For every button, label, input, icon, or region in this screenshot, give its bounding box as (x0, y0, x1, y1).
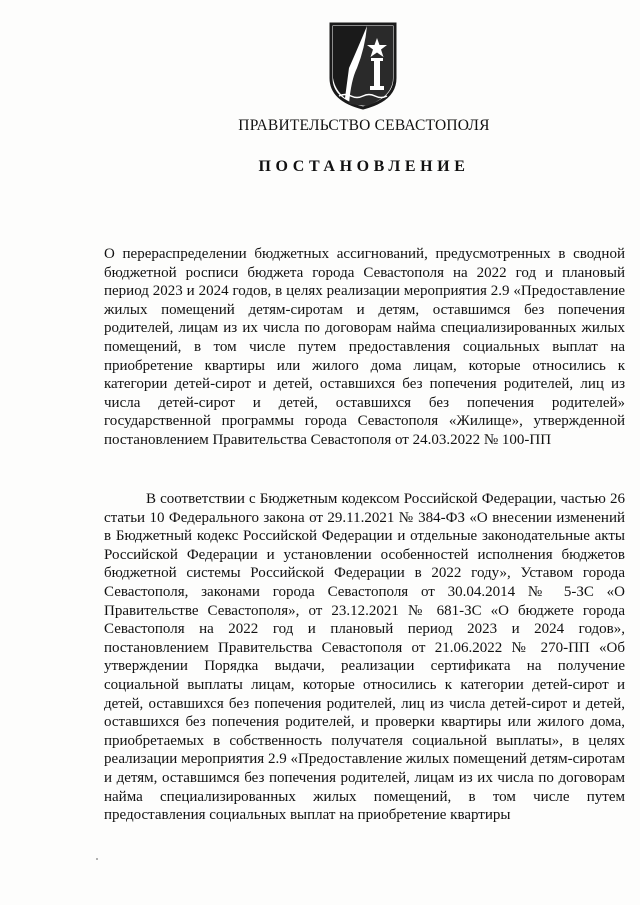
sevastopol-coat-of-arms-icon (327, 20, 399, 110)
scan-speck (96, 858, 98, 860)
document-body-paragraph: В соответствии с Бюджетным кодексом Российской Федерации, частью 26 статьи 10 Федерального закона от 29.11.2021 № 384-ФЗ «О внесении изменений в Бюджетный кодекс Российской Федерации и отдельные законодательные акты Российской Федерации и установлении особенностей исполнения бюджетов бюджетной системы Российской Федерации в 2022 году», Уставом города Севастополя, законами города Севастополя от 30.04.2014 № 5-ЗС «О Правительстве Севастополя», от 23.12.2021 № 681-ЗС «О бюджете города Севастополя на 2022 год и плановый период 2023 и 2024 годов», постановлением Правительства Севастополя от 21.06.2022 № 270-ПП «Об утверждении Порядка выдачи, реализации сертификата на получение социальной выплаты лицам, которые относились к категории детей-сирот и детей, оставшихся без попечения родителей, лиц из числа детей-сирот и детей, оставшихся без попечения родителей, и проверки квартиры или жилого дома, приобретаемых в собственность получателя социальной выплаты», в целях реализации мероприятия 2.9 «Предоставление жилых помещений детям-сиротам и детям, оставшимся без попечения родителей, лицам из их числа по договорам найма специализированных жилых помещений, в том числе путем предоставления социальных выплат на приобретение квартиры (104, 491, 625, 824)
government-title: ПРАВИТЕЛЬСТВО СЕВАСТОПОЛЯ (238, 117, 490, 134)
document-type-heading: ПОСТАНОВЛЕНИЕ (258, 158, 470, 175)
document-subject: О перераспределении бюджетных ассигнований, предусмотренных в сводной бюджетной росписи бюджета города Севастополя на 2022 год и плановый период 2023 и 2024 годов, в целях реализации мероприятия 2.9 «Предоставление жилых помещений детям-сиротам и детям, оставшимся без попечения родителей, лицам из их числа по договорам найма специализированных жилых помещений, в том числе путем предоставления социальных выплат на приобретение квартиры или жилого дома лицам, которые относились к категории детей-сирот и детей, оставшихся без попечения родителей, лиц из числа детей-сирот и детей, оставшихся без попечения родителей» государственной программы города Севастополя «Жилище», утвержденной постановлением Правительства Севастополя от 24.03.2022 № 100-ПП (104, 246, 625, 448)
